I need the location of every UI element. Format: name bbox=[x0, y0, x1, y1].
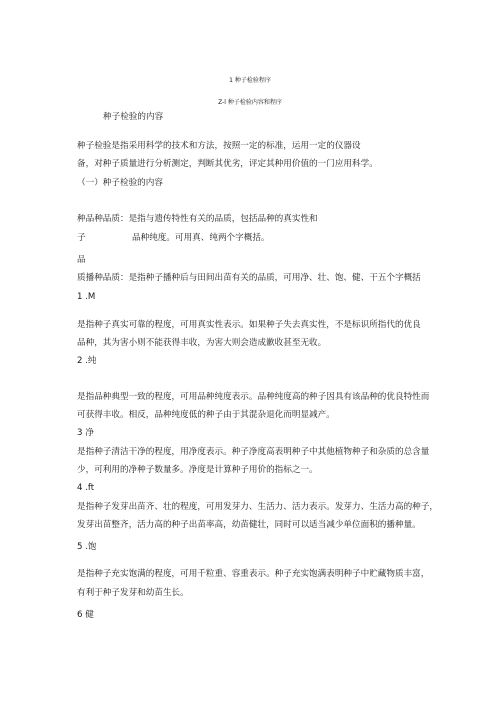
variety-quality-line-2: 品种纯度。可用真、纯两个字概括。 bbox=[132, 233, 270, 243]
section-title: Z-l 种子检验内容和程序 bbox=[218, 99, 282, 106]
para-4-line-2: 发芽出苗整齐，活力高的种子出苗率高，幼苗健壮，同时可以适当减少单位面积的播种量。 bbox=[77, 520, 421, 530]
para-1-line-1: 是指种子真实可靠的程度，可用真实性表示。如果种子失去真实性，不是标识所指代的优良 bbox=[77, 320, 421, 330]
char-pin: 品 bbox=[77, 255, 86, 265]
heading-6: 6 健 bbox=[77, 610, 94, 620]
intro-line-2: 备，对种子质量进行分析测定，判断其优劣，评定其种用价值的一门应用科学。 bbox=[77, 159, 378, 169]
variety-char-zi: 子 bbox=[77, 233, 86, 243]
heading-1: 1 .M bbox=[77, 292, 96, 302]
variety-quality-line-1: 种品种品质：是指与遗传特性有关的品质，包括品种的真实性和 bbox=[77, 214, 318, 224]
para-5-line-2: 有利于种子发芽和幼苗生长。 bbox=[77, 588, 189, 598]
para-4-line-1: 是指种子发芽出苗齐、壮的程度，可用发芽力、生活力、活力表示。发芽力、生活力高的种子， bbox=[77, 502, 438, 512]
heading-4: 4 .ft bbox=[77, 483, 95, 493]
para-5-line-1: 是指种子充实饱满的程度，可用千粒重、容重表示。种子充实饱满表明种子中贮藏物质丰富， bbox=[77, 569, 430, 579]
para-3-line-2: 少，可利用的净种子数量多。净度是计算种子用价的指标之一。 bbox=[77, 465, 318, 475]
sowing-quality-line: 质播种品质：是指种子播种后与田间出苗有关的品质，可用净、壮、饱、健、干五个字概括 bbox=[77, 273, 421, 283]
para-2-line-1: 是指品种典型一致的程度，可用品种纯度表示。品种纯度高的种子因具有该品种的优良特性而 bbox=[77, 392, 430, 402]
para-3-line-1: 是指种子清洁干净的程度，用净度表示。种子净度高表明种子中其他植物种子和杂质的总含量 bbox=[77, 447, 430, 457]
heading-5: 5 .饱 bbox=[77, 542, 97, 552]
chapter-title: 1 种子检验程序 bbox=[229, 77, 271, 84]
para-2-line-2: 可获得丰收。相反，品种纯度低的种子由于其混杂退化而明显减产。 bbox=[77, 410, 335, 420]
part1-heading: （一）种子检验的内容 bbox=[77, 178, 163, 188]
para-1-line-2: 品种，其为害小则不能获得丰收，为害大则会造成歉收甚至无收。 bbox=[77, 338, 327, 348]
heading-3: 3 净 bbox=[77, 428, 94, 438]
intro-line-1: 种子检验是指采用科学的技术和方法，按照一定的标准，运用一定的仪器设 bbox=[77, 141, 361, 151]
subheading: 种子检验的内容 bbox=[103, 112, 164, 122]
heading-2: 2 .纯 bbox=[77, 356, 97, 366]
